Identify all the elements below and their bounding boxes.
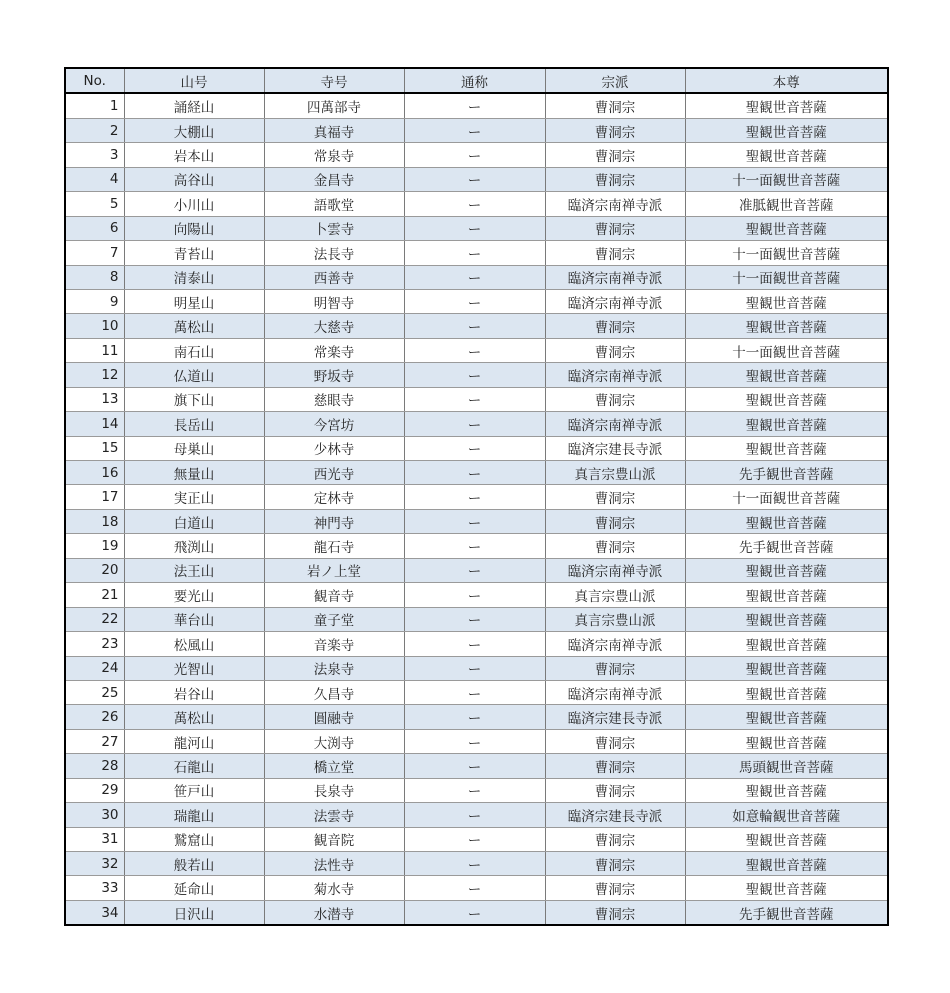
table-row bbox=[65, 803, 888, 827]
table-row bbox=[65, 705, 888, 729]
header-row bbox=[65, 68, 888, 93]
cell-jigo: 大慈寺 bbox=[264, 314, 404, 338]
cell-shuha: 曹洞宗 bbox=[545, 143, 685, 167]
cell-honzon: 准胝観世音菩薩 bbox=[685, 192, 888, 216]
cell-sango: 般若山 bbox=[124, 852, 264, 876]
cell-sango: 青苔山 bbox=[124, 241, 264, 265]
cell-honzon: 聖観世音菩薩 bbox=[685, 632, 888, 656]
table-row bbox=[65, 827, 888, 851]
cell-sango: 松風山 bbox=[124, 632, 264, 656]
cell-sango: 光智山 bbox=[124, 656, 264, 680]
cell-shuha: 曹洞宗 bbox=[545, 534, 685, 558]
cell-sango: 清泰山 bbox=[124, 265, 264, 289]
cell-no: 19 bbox=[65, 534, 124, 558]
cell-no: 32 bbox=[65, 852, 124, 876]
table-row bbox=[65, 852, 888, 876]
cell-jigo: 観音寺 bbox=[264, 583, 404, 607]
cell-honzon: 馬頭観世音菩薩 bbox=[685, 754, 888, 778]
cell-jigo: 長泉寺 bbox=[264, 778, 404, 802]
cell-honzon: 聖観世音菩薩 bbox=[685, 607, 888, 631]
table-row bbox=[65, 412, 888, 436]
cell-jigo: 卜雲寺 bbox=[264, 216, 404, 240]
cell-shuha: 臨済宗南禅寺派 bbox=[545, 558, 685, 582]
cell-sango: 母巣山 bbox=[124, 436, 264, 460]
table-row bbox=[65, 680, 888, 704]
cell-tsusho: ー bbox=[404, 900, 545, 925]
cell-honzon: 十一面観世音菩薩 bbox=[685, 241, 888, 265]
table-row bbox=[65, 754, 888, 778]
table-row bbox=[65, 876, 888, 900]
cell-honzon: 十一面観世音菩薩 bbox=[685, 338, 888, 362]
cell-honzon: 聖観世音菩薩 bbox=[685, 363, 888, 387]
cell-honzon: 聖観世音菩薩 bbox=[685, 558, 888, 582]
cell-shuha: 臨済宗建長寺派 bbox=[545, 803, 685, 827]
cell-sango: 岩本山 bbox=[124, 143, 264, 167]
cell-shuha: 曹洞宗 bbox=[545, 93, 685, 118]
cell-shuha: 曹洞宗 bbox=[545, 485, 685, 509]
cell-sango: 法王山 bbox=[124, 558, 264, 582]
table-row bbox=[65, 314, 888, 338]
cell-jigo: 音楽寺 bbox=[264, 632, 404, 656]
cell-sango: 誦経山 bbox=[124, 93, 264, 118]
cell-honzon: 如意輪観世音菩薩 bbox=[685, 803, 888, 827]
cell-jigo: 橋立堂 bbox=[264, 754, 404, 778]
cell-no: 28 bbox=[65, 754, 124, 778]
cell-tsusho: ー bbox=[404, 705, 545, 729]
cell-shuha: 曹洞宗 bbox=[545, 754, 685, 778]
cell-tsusho: ー bbox=[404, 241, 545, 265]
cell-jigo: 野坂寺 bbox=[264, 363, 404, 387]
cell-shuha: 曹洞宗 bbox=[545, 827, 685, 851]
cell-jigo: 法性寺 bbox=[264, 852, 404, 876]
cell-tsusho: ー bbox=[404, 289, 545, 313]
cell-honzon: 先手観世音菩薩 bbox=[685, 900, 888, 925]
table-row bbox=[65, 338, 888, 362]
cell-shuha: 曹洞宗 bbox=[545, 118, 685, 142]
cell-sango: 鷲窟山 bbox=[124, 827, 264, 851]
cell-tsusho: ー bbox=[404, 656, 545, 680]
table-body bbox=[65, 93, 888, 925]
cell-no: 24 bbox=[65, 656, 124, 680]
cell-no: 2 bbox=[65, 118, 124, 142]
cell-shuha: 曹洞宗 bbox=[545, 729, 685, 753]
cell-jigo: 龍石寺 bbox=[264, 534, 404, 558]
cell-jigo: 大渕寺 bbox=[264, 729, 404, 753]
cell-no: 34 bbox=[65, 900, 124, 925]
header-sango: 山号 bbox=[124, 68, 264, 93]
cell-shuha: 臨済宗南禅寺派 bbox=[545, 192, 685, 216]
cell-honzon: 聖観世音菩薩 bbox=[685, 387, 888, 411]
cell-honzon: 聖観世音菩薩 bbox=[685, 680, 888, 704]
cell-honzon: 十一面観世音菩薩 bbox=[685, 167, 888, 191]
cell-no: 30 bbox=[65, 803, 124, 827]
cell-honzon: 聖観世音菩薩 bbox=[685, 583, 888, 607]
cell-no: 1 bbox=[65, 93, 124, 118]
temple-list-table bbox=[64, 67, 889, 926]
cell-tsusho: ー bbox=[404, 118, 545, 142]
cell-no: 31 bbox=[65, 827, 124, 851]
cell-honzon: 聖観世音菩薩 bbox=[685, 93, 888, 118]
cell-honzon: 聖観世音菩薩 bbox=[685, 852, 888, 876]
cell-honzon: 聖観世音菩薩 bbox=[685, 778, 888, 802]
table-row bbox=[65, 265, 888, 289]
cell-no: 23 bbox=[65, 632, 124, 656]
cell-tsusho: ー bbox=[404, 461, 545, 485]
cell-shuha: 臨済宗南禅寺派 bbox=[545, 289, 685, 313]
cell-honzon: 聖観世音菩薩 bbox=[685, 656, 888, 680]
cell-jigo: 神門寺 bbox=[264, 509, 404, 533]
cell-no: 6 bbox=[65, 216, 124, 240]
cell-no: 5 bbox=[65, 192, 124, 216]
cell-honzon: 聖観世音菩薩 bbox=[685, 118, 888, 142]
cell-no: 13 bbox=[65, 387, 124, 411]
cell-no: 33 bbox=[65, 876, 124, 900]
cell-no: 22 bbox=[65, 607, 124, 631]
cell-no: 7 bbox=[65, 241, 124, 265]
cell-no: 8 bbox=[65, 265, 124, 289]
cell-honzon: 十一面観世音菩薩 bbox=[685, 265, 888, 289]
cell-tsusho: ー bbox=[404, 412, 545, 436]
table-row bbox=[65, 632, 888, 656]
cell-no: 11 bbox=[65, 338, 124, 362]
cell-tsusho: ー bbox=[404, 338, 545, 362]
table-row bbox=[65, 387, 888, 411]
cell-tsusho: ー bbox=[404, 363, 545, 387]
cell-shuha: 臨済宗南禅寺派 bbox=[545, 680, 685, 704]
cell-tsusho: ー bbox=[404, 632, 545, 656]
cell-shuha: 真言宗豊山派 bbox=[545, 461, 685, 485]
table-row bbox=[65, 485, 888, 509]
cell-sango: 長岳山 bbox=[124, 412, 264, 436]
cell-shuha: 真言宗豊山派 bbox=[545, 607, 685, 631]
cell-tsusho: ー bbox=[404, 485, 545, 509]
cell-tsusho: ー bbox=[404, 436, 545, 460]
cell-no: 9 bbox=[65, 289, 124, 313]
cell-sango: 白道山 bbox=[124, 509, 264, 533]
cell-jigo: 法雲寺 bbox=[264, 803, 404, 827]
cell-jigo: 少林寺 bbox=[264, 436, 404, 460]
cell-sango: 龍河山 bbox=[124, 729, 264, 753]
cell-tsusho: ー bbox=[404, 265, 545, 289]
cell-no: 20 bbox=[65, 558, 124, 582]
cell-honzon: 聖観世音菩薩 bbox=[685, 509, 888, 533]
table-row bbox=[65, 118, 888, 142]
cell-honzon: 聖観世音菩薩 bbox=[685, 412, 888, 436]
cell-tsusho: ー bbox=[404, 167, 545, 191]
table-row bbox=[65, 143, 888, 167]
cell-no: 16 bbox=[65, 461, 124, 485]
header-honzon: 本尊 bbox=[685, 68, 888, 93]
header-no: No. bbox=[65, 68, 124, 93]
cell-shuha: 曹洞宗 bbox=[545, 387, 685, 411]
table-row bbox=[65, 216, 888, 240]
cell-jigo: 圓融寺 bbox=[264, 705, 404, 729]
table-row bbox=[65, 583, 888, 607]
cell-tsusho: ー bbox=[404, 534, 545, 558]
cell-honzon: 聖観世音菩薩 bbox=[685, 314, 888, 338]
cell-jigo: 常泉寺 bbox=[264, 143, 404, 167]
cell-tsusho: ー bbox=[404, 607, 545, 631]
cell-honzon: 聖観世音菩薩 bbox=[685, 216, 888, 240]
header-shuha: 宗派 bbox=[545, 68, 685, 93]
cell-tsusho: ー bbox=[404, 680, 545, 704]
cell-sango: 高谷山 bbox=[124, 167, 264, 191]
cell-sango: 瑞龍山 bbox=[124, 803, 264, 827]
cell-jigo: 今宮坊 bbox=[264, 412, 404, 436]
cell-tsusho: ー bbox=[404, 93, 545, 118]
cell-tsusho: ー bbox=[404, 192, 545, 216]
table-row bbox=[65, 900, 888, 925]
cell-sango: 向陽山 bbox=[124, 216, 264, 240]
cell-jigo: 久昌寺 bbox=[264, 680, 404, 704]
header-tsusho: 通称 bbox=[404, 68, 545, 93]
cell-sango: 岩谷山 bbox=[124, 680, 264, 704]
table-row bbox=[65, 289, 888, 313]
cell-jigo: 水潜寺 bbox=[264, 900, 404, 925]
cell-honzon: 聖観世音菩薩 bbox=[685, 143, 888, 167]
table-row bbox=[65, 558, 888, 582]
cell-jigo: 菊水寺 bbox=[264, 876, 404, 900]
cell-tsusho: ー bbox=[404, 778, 545, 802]
cell-jigo: 金昌寺 bbox=[264, 167, 404, 191]
cell-no: 26 bbox=[65, 705, 124, 729]
cell-no: 14 bbox=[65, 412, 124, 436]
cell-tsusho: ー bbox=[404, 729, 545, 753]
cell-tsusho: ー bbox=[404, 803, 545, 827]
cell-honzon: 先手観世音菩薩 bbox=[685, 461, 888, 485]
cell-tsusho: ー bbox=[404, 876, 545, 900]
cell-no: 12 bbox=[65, 363, 124, 387]
cell-sango: 石龍山 bbox=[124, 754, 264, 778]
table-row bbox=[65, 436, 888, 460]
cell-shuha: 曹洞宗 bbox=[545, 876, 685, 900]
cell-sango: 日沢山 bbox=[124, 900, 264, 925]
cell-honzon: 十一面観世音菩薩 bbox=[685, 485, 888, 509]
cell-jigo: 真福寺 bbox=[264, 118, 404, 142]
cell-shuha: 臨済宗南禅寺派 bbox=[545, 632, 685, 656]
cell-tsusho: ー bbox=[404, 583, 545, 607]
cell-sango: 実正山 bbox=[124, 485, 264, 509]
cell-sango: 萬松山 bbox=[124, 314, 264, 338]
cell-no: 29 bbox=[65, 778, 124, 802]
cell-shuha: 曹洞宗 bbox=[545, 852, 685, 876]
cell-tsusho: ー bbox=[404, 827, 545, 851]
cell-tsusho: ー bbox=[404, 216, 545, 240]
header-jigo: 寺号 bbox=[264, 68, 404, 93]
cell-shuha: 曹洞宗 bbox=[545, 241, 685, 265]
cell-sango: 仏道山 bbox=[124, 363, 264, 387]
cell-sango: 飛渕山 bbox=[124, 534, 264, 558]
cell-shuha: 曹洞宗 bbox=[545, 314, 685, 338]
cell-shuha: 真言宗豊山派 bbox=[545, 583, 685, 607]
cell-no: 17 bbox=[65, 485, 124, 509]
cell-sango: 小川山 bbox=[124, 192, 264, 216]
table-row bbox=[65, 729, 888, 753]
table-row bbox=[65, 363, 888, 387]
table-row bbox=[65, 93, 888, 118]
table-row bbox=[65, 778, 888, 802]
cell-shuha: 臨済宗建長寺派 bbox=[545, 705, 685, 729]
cell-tsusho: ー bbox=[404, 314, 545, 338]
cell-no: 3 bbox=[65, 143, 124, 167]
cell-shuha: 曹洞宗 bbox=[545, 509, 685, 533]
cell-tsusho: ー bbox=[404, 852, 545, 876]
cell-honzon: 先手観世音菩薩 bbox=[685, 534, 888, 558]
cell-sango: 無量山 bbox=[124, 461, 264, 485]
cell-honzon: 聖観世音菩薩 bbox=[685, 436, 888, 460]
table-row bbox=[65, 509, 888, 533]
cell-tsusho: ー bbox=[404, 754, 545, 778]
table-row bbox=[65, 534, 888, 558]
cell-jigo: 明智寺 bbox=[264, 289, 404, 313]
cell-tsusho: ー bbox=[404, 509, 545, 533]
cell-shuha: 臨済宗南禅寺派 bbox=[545, 363, 685, 387]
cell-shuha: 曹洞宗 bbox=[545, 338, 685, 362]
cell-shuha: 曹洞宗 bbox=[545, 778, 685, 802]
cell-honzon: 聖観世音菩薩 bbox=[685, 705, 888, 729]
cell-jigo: 慈眼寺 bbox=[264, 387, 404, 411]
cell-no: 18 bbox=[65, 509, 124, 533]
cell-jigo: 常楽寺 bbox=[264, 338, 404, 362]
cell-jigo: 岩ノ上堂 bbox=[264, 558, 404, 582]
table-row bbox=[65, 656, 888, 680]
cell-tsusho: ー bbox=[404, 143, 545, 167]
cell-tsusho: ー bbox=[404, 387, 545, 411]
cell-sango: 南石山 bbox=[124, 338, 264, 362]
table-row bbox=[65, 607, 888, 631]
cell-jigo: 語歌堂 bbox=[264, 192, 404, 216]
cell-shuha: 臨済宗南禅寺派 bbox=[545, 412, 685, 436]
cell-honzon: 聖観世音菩薩 bbox=[685, 827, 888, 851]
cell-sango: 大棚山 bbox=[124, 118, 264, 142]
cell-shuha: 臨済宗南禅寺派 bbox=[545, 265, 685, 289]
cell-shuha: 曹洞宗 bbox=[545, 900, 685, 925]
cell-jigo: 定林寺 bbox=[264, 485, 404, 509]
cell-jigo: 観音院 bbox=[264, 827, 404, 851]
cell-no: 25 bbox=[65, 680, 124, 704]
cell-jigo: 法長寺 bbox=[264, 241, 404, 265]
cell-jigo: 法泉寺 bbox=[264, 656, 404, 680]
cell-no: 4 bbox=[65, 167, 124, 191]
cell-sango: 明星山 bbox=[124, 289, 264, 313]
table-row bbox=[65, 167, 888, 191]
cell-no: 10 bbox=[65, 314, 124, 338]
cell-sango: 旗下山 bbox=[124, 387, 264, 411]
table-header bbox=[65, 68, 888, 93]
cell-no: 27 bbox=[65, 729, 124, 753]
cell-shuha: 曹洞宗 bbox=[545, 167, 685, 191]
cell-no: 15 bbox=[65, 436, 124, 460]
cell-no: 21 bbox=[65, 583, 124, 607]
cell-shuha: 曹洞宗 bbox=[545, 656, 685, 680]
table-row bbox=[65, 192, 888, 216]
cell-sango: 華台山 bbox=[124, 607, 264, 631]
cell-honzon: 聖観世音菩薩 bbox=[685, 289, 888, 313]
cell-sango: 延命山 bbox=[124, 876, 264, 900]
cell-sango: 萬松山 bbox=[124, 705, 264, 729]
cell-tsusho: ー bbox=[404, 558, 545, 582]
cell-jigo: 童子堂 bbox=[264, 607, 404, 631]
cell-sango: 笹戸山 bbox=[124, 778, 264, 802]
cell-honzon: 聖観世音菩薩 bbox=[685, 729, 888, 753]
cell-shuha: 臨済宗建長寺派 bbox=[545, 436, 685, 460]
cell-jigo: 四萬部寺 bbox=[264, 93, 404, 118]
cell-jigo: 西光寺 bbox=[264, 461, 404, 485]
table-row bbox=[65, 461, 888, 485]
cell-honzon: 聖観世音菩薩 bbox=[685, 876, 888, 900]
cell-sango: 要光山 bbox=[124, 583, 264, 607]
cell-shuha: 曹洞宗 bbox=[545, 216, 685, 240]
table-row bbox=[65, 241, 888, 265]
cell-jigo: 西善寺 bbox=[264, 265, 404, 289]
